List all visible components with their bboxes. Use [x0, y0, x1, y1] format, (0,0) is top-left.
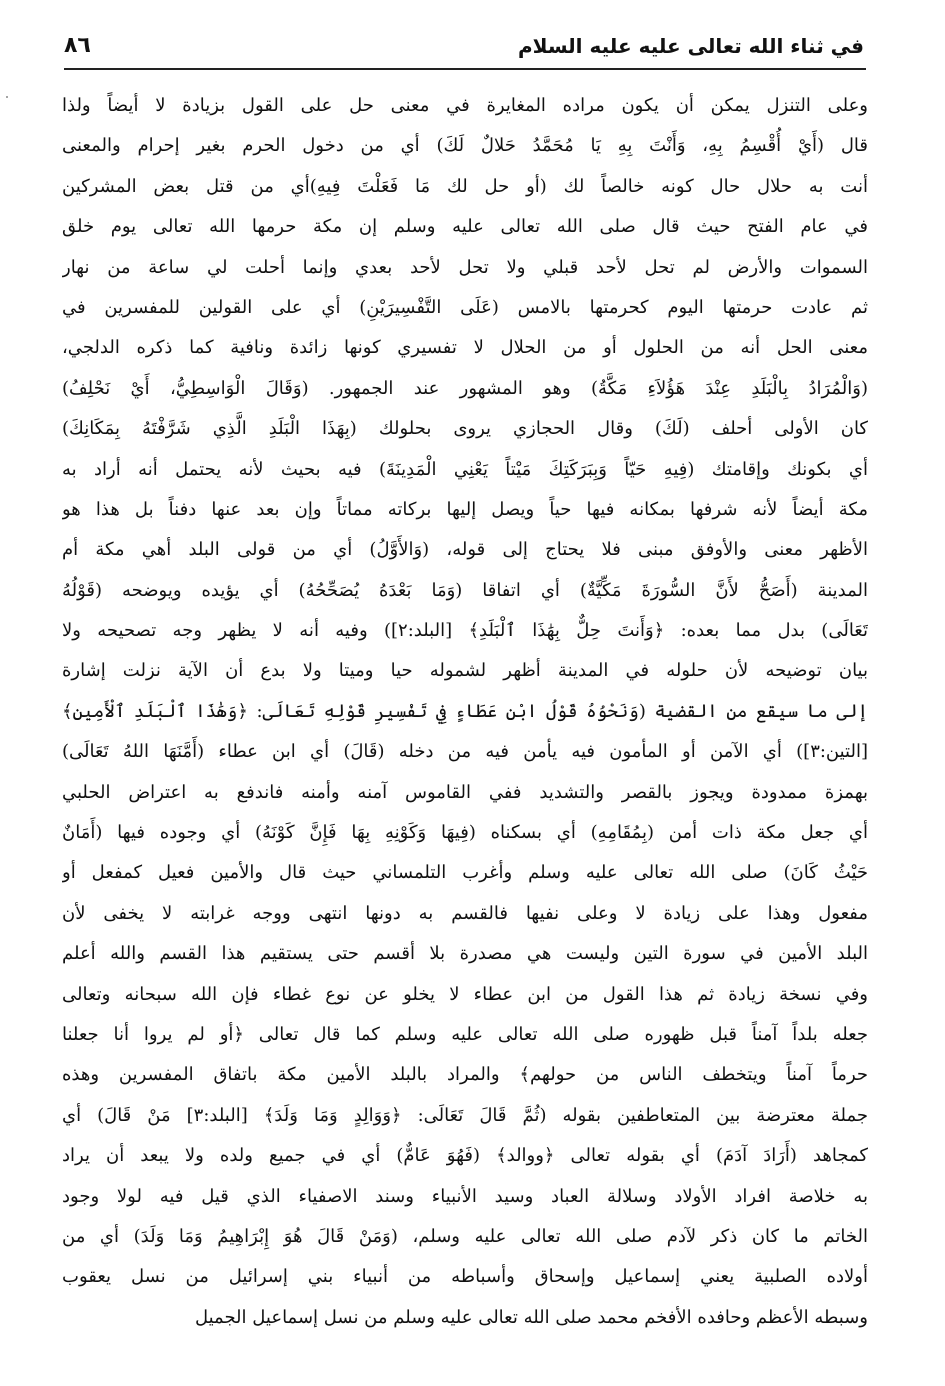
text-line: وسبطه الأعظم وحافده الأفخم محمد صلى الله تعالى عليه وسلم من نسل إسماعيل الجميل [194, 1306, 868, 1328]
text-line: وعلى التنزل يمكن أن يكون مراده المغايرة في معنى حل على القول بزيادة لا أيضاً ولذا [62, 95, 868, 116]
text-line: [التين:٣]) أي الآمن أو المأمون فيه يأمن فيه من دخله (قَالَ) أي ابن عطاء (أَمَّنَهَا اللهُ تَعَالَى) [62, 741, 868, 763]
text-line: معنى الحل أنه من الحلول أو من الحلال لا تفسيري كونها زائدة ونافية كما ذكره الدلجي، [62, 337, 868, 359]
text-line: ثم عادت حرمتها اليوم كحرمتها بالامس (عَلَى التَّفْسِيرَيْنِ) أي على القولين للمفسرين في [62, 296, 868, 318]
text-line: (وَالْمُرَادُ بِالْبَلَدِ عِنْدَ هَؤُلاَءِ مَكَّةُ) وهو المشهور عند الجمهور. (وَقَالَ الْوَاسِطِيُّ، أَيْ نَحْلِفُ) [62, 377, 868, 399]
header-divider [64, 68, 866, 70]
text-line: تَعَالَى) بدل مما بعده: ﴿وَأَنتَ حِلٌّ بِهَٰذَا ٱلْبَلَدِ﴾ [البلد:٢]) وفيه أنه لا يظهر وجه تصحيحه ولا [62, 620, 868, 642]
text-line: قال (أَيْ أُقْسِمُ بِهِ، وَأَنْتَ بِهِ يَا مُحَمَّدُ حَلالٌ لَكَ) أي من دخول الحرم بغير إحرام والمعنى [62, 135, 868, 157]
text-line: كان الأولى أحلف (لَكَ) وقال الحجازي يروى بحلولك (بِهَذَا الْبَلَدِ الَّذِي شَرَّفْتَهُ بِمَكَانِكَ) [62, 418, 868, 440]
text-line: الخاتم ما كان ذكر لآدم صلى الله تعالى عليه وسلم، (وَمَنْ قَالَ هُوَ إِبْرَاهِيمُ وَمَا وَلَدَ) أي من [62, 1225, 868, 1247]
text-line: أنت به حلال حال كونه خالصاً لك (أو حل لك مَا فَعَلْتَ فِيهِ)أي من قتل بعض المشركين [62, 175, 868, 197]
text-line: أي بكونك وإقامتك (فِيهِ حَيّاً وَبِبَرَكَتِكَ مَيْتاً يَعْنِي الْمَدِينَةَ) فيه بحيث لأنه يحتمل أنه أراد به [62, 458, 868, 480]
text-line: به خلاصة افراد الأولاد وسلالة العباد وسيد الأنبياء وسند الاصفياء الذي قيل فيه لولا وجود [62, 1185, 868, 1207]
page-header [64, 30, 864, 64]
text-line: حَيْثُ كَانَ) صلى الله تعالى عليه وسلم وأغرب التلمساني حيث قال والأمين فعيل كمفعل أو [62, 862, 868, 884]
text-line: جملة معترضة بين المتعاطفين بقوله (ثُمَّ قَالَ تَعَالَى: ﴿وَوَالِدٍ وَمَا وَلَدَ﴾ [البلد:٣] مَنْ قَالَ) أي [62, 1104, 868, 1126]
running-title: في ثناء الله تعالى عليه عليه السلام [517, 34, 864, 58]
text-line: وفي نسخة زيادة ثم هذا القول من ابن عطاء لا يخلو عن نوع غطاء فإن الله سبحانه وتعالى [62, 983, 868, 1005]
page-number: ٨٦ [64, 33, 91, 58]
text-line: بهمزة ممدودة ويجوز بالقصر والتشديد ففي القاموس آمنه وأمنه فاندفع به اعتراض الحلبي [62, 781, 868, 803]
text-line: جعله بلداً آمناً قبل ظهوره صلى الله تعالى عليه وسلم كما قال تعالى ﴿أو لم يروا أنا جعلنا [62, 1023, 868, 1045]
text-line: بيان توضيحه لأن حلوله في المدينة أظهر لشموله حيا وميتا ولا بدع أن الآية نزلت إشارة [62, 660, 868, 682]
text-line: البلد الأمين في سورة التين وليست هي مصدرة بلا أقسم حتى يستقيم هذا القسم والله أعلم [62, 943, 868, 965]
text-line: المدينة (أَصَحُّ لأَنَّ السُّورَةَ مَكِّيَّةٌ) أي اتفاقا (وَمَا بَعْدَهُ يُصَحِّحُهُ) أي يؤيده ويوضحه (قَوْلُهُ [62, 579, 868, 601]
text-line: أي جعل مكة ذات أمن (بِمُقَامِهِ) أي بسكناه (فِيهَا وَكَوْنِهِ بِهَا فَإِنَّ كَوْنَهُ) أي وجوده فيها (أَمَانٌ [62, 822, 868, 844]
text-line: إلى ما سيقع من القضية (وَنَحْوُهُ قَوْلُ ابْنِ عَطَاءٍ فِي تَفْسِيرِ قَوْلِهِ تَعَالَى: ﴿وَهَٰذَا ٱلْبَلَدِ ٱلْأَمِينِ﴾ [62, 700, 868, 722]
body-text [62, 86, 868, 1356]
text-line: حرماً آمناً ويتخطف الناس من حولهم﴾ والمراد بالبلد الأمين مكة باتفاق المفسرين وهذه [62, 1064, 868, 1086]
margin-speck [6, 96, 8, 98]
text-line: كمجاهد (أَرَادَ آدَمَ) أي بقوله تعالى ﴿ووالد﴾ (فَهُوَ عَامٌّ) أي في جميع ولده ولا يبعد أن يراد [62, 1145, 868, 1167]
text-line: السموات والأرض لم تحل لأحد قبلي ولا تحل لأحد بعدي وإنما أحلت لي ساعة من نهار [62, 256, 868, 278]
text-line: أولاده الصلبية يعني إسماعيل وإسحاق وأسباطه من أنبياء بني إسرائيل من نسل يعقوب [62, 1266, 868, 1288]
text-line: في عام الفتح حيث قال صلى الله تعالى عليه وسلم إن مكة حرمها الله تعالى يوم خلق [62, 216, 868, 238]
text-line: مفعول وهذا على زيادة لا وعلى نفيها فالقسم به دونها انتهى ووجه غرابته لا يخفى لأن [62, 902, 868, 924]
text-line: الأظهر معنى والأوفق مبنى فلا يحتاج إلى قوله، (وَالأَوَّلُ) أي من قولى البلد أهي مكة أم [62, 539, 868, 561]
text-line: مكة أيضاً لأنه شرفها بمكانه فيها حياً ويصل إليها بركاته مماتاً وإن بعد عنها دفناً بل هذا هو [62, 498, 868, 520]
